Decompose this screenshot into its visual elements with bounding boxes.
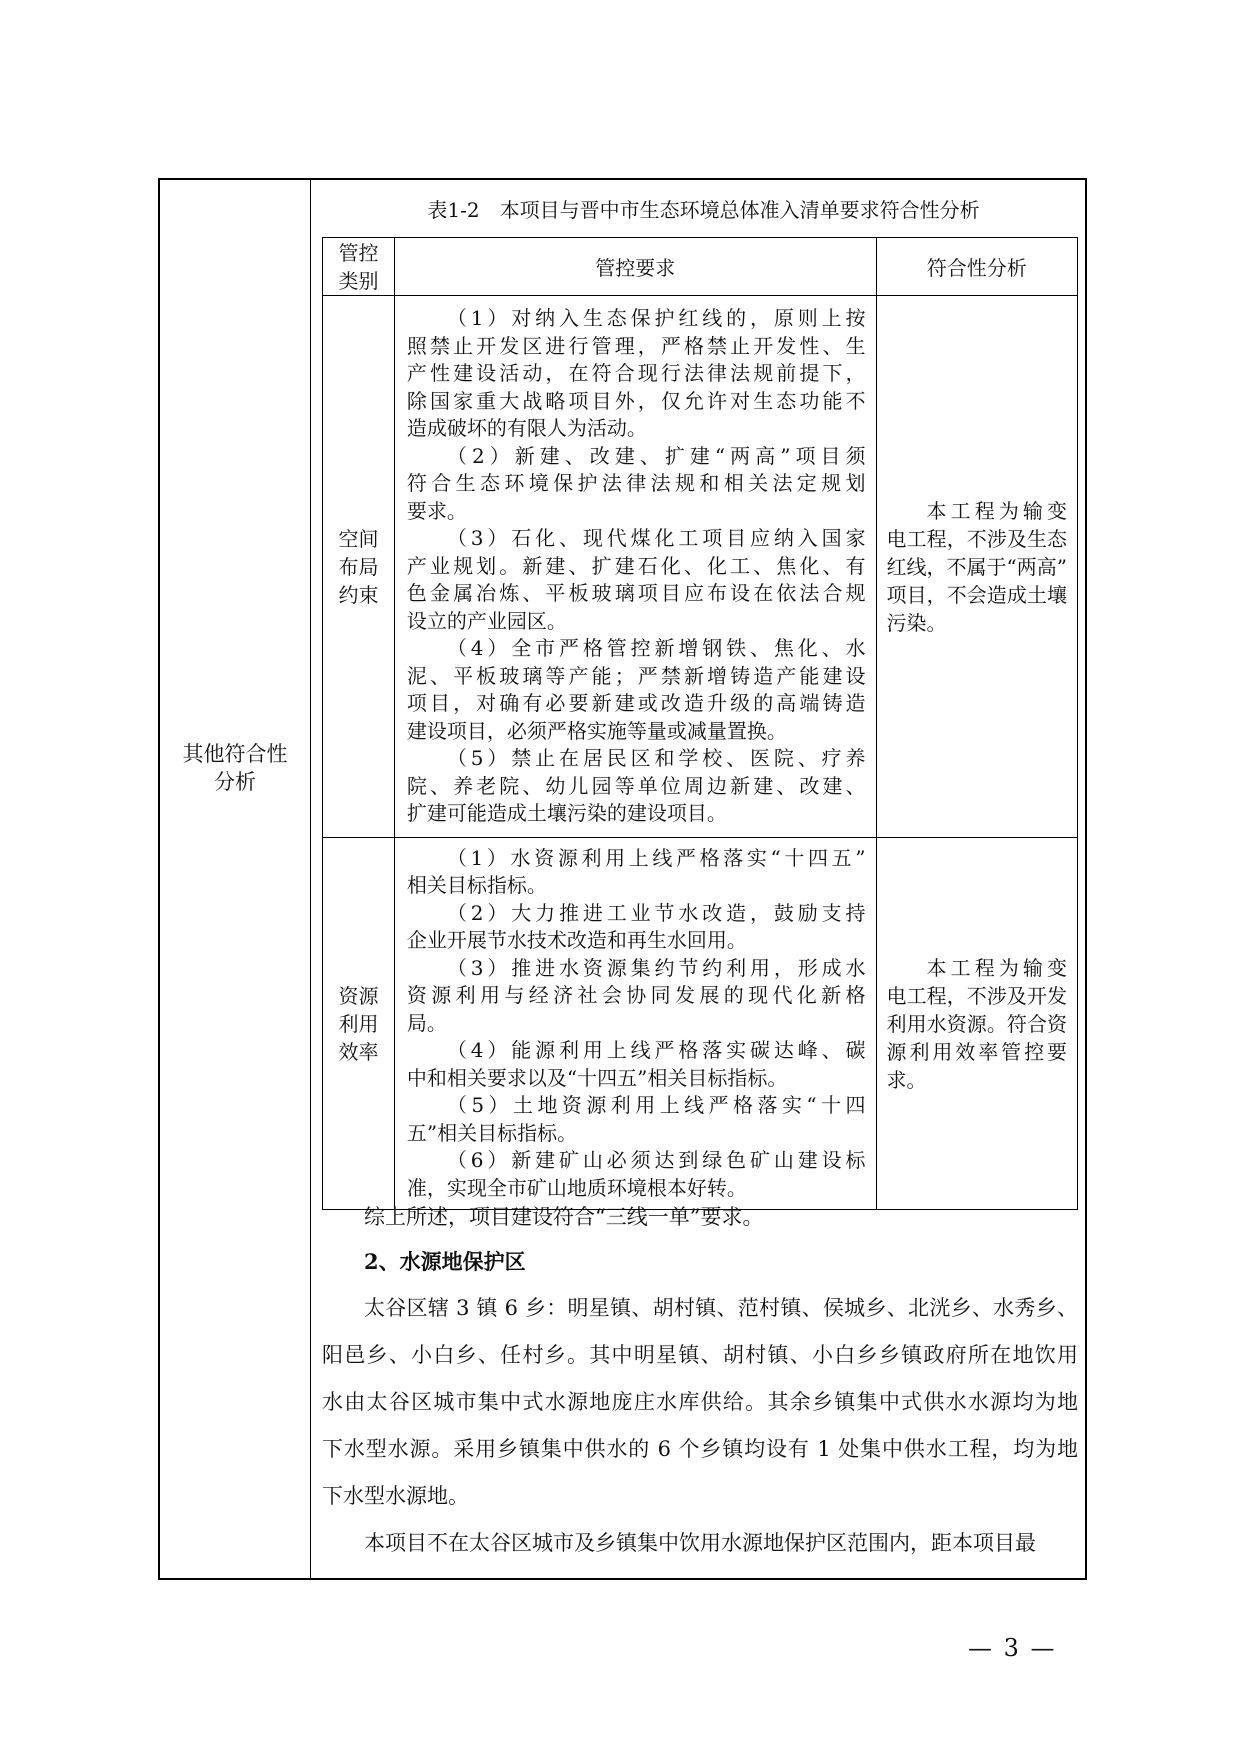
requirement-line: 项目，对确有必要新建或改造升级的高端铸造 bbox=[406, 691, 866, 716]
requirement-line: 除国家重大战略项目外，仅允许对生态功能不 bbox=[406, 388, 866, 413]
outer-table bbox=[158, 178, 1087, 1580]
requirement-line: 要求。 bbox=[406, 498, 467, 523]
paragraph-line: 下水型水源地。 bbox=[322, 1484, 469, 1508]
requirement-line: （5）禁止在居民区和学校、医院、疗养 bbox=[446, 746, 866, 771]
requirement-line: 建设项目，必须严格实施等量或减量置换。 bbox=[406, 718, 787, 743]
analysis-line: 电工程，不涉及生态 bbox=[886, 526, 1067, 551]
analysis-cell bbox=[876, 838, 1077, 1210]
analysis-line: 项目，不会造成土壤 bbox=[886, 582, 1067, 607]
requirement-line: 产业规划。新建、扩建石化、化工、焦化、有 bbox=[406, 553, 866, 578]
requirement-line: （2）新建、改建、扩建“两高”项目须 bbox=[446, 443, 866, 468]
row-label-line: 分析 bbox=[214, 770, 256, 794]
requirement-line: 资源利用与经济社会协同发展的现代化新格 bbox=[406, 983, 866, 1008]
category-text: 布局 bbox=[338, 554, 379, 579]
requirement-line: 色金属冶炼、平板玻璃项目应布设在依法合规 bbox=[406, 581, 866, 606]
requirement-line: 符合生态环境保护法律法规和相关法定规划 bbox=[406, 471, 866, 496]
requirement-line: 照禁止开发区进行管理，严格禁止开发性、生 bbox=[406, 333, 866, 358]
row-label bbox=[160, 740, 310, 796]
requirement-line: 企业开展节水技术改造和再生水回用。 bbox=[406, 928, 747, 953]
table-caption: 表1-2 本项目与晋中市生态环境总体准入清单要求符合性分析 bbox=[427, 198, 980, 222]
summary-text: 综上所述，项目建设符合“三线一单”要求。 bbox=[364, 1205, 764, 1229]
requirement-line: （4）能源利用上线严格落实碳达峰、碳 bbox=[446, 1038, 866, 1063]
body-text bbox=[322, 1202, 1078, 1567]
table-header-row bbox=[323, 238, 1078, 296]
header-analysis: 符合性分析 bbox=[876, 238, 1077, 296]
analysis-line: 电工程，不涉及开发 bbox=[886, 983, 1067, 1008]
analysis-line: 求。 bbox=[886, 1067, 927, 1092]
analysis-line: 本工程为输变 bbox=[926, 498, 1067, 523]
requirement-cell bbox=[394, 838, 876, 1210]
category-text: 资源 bbox=[338, 983, 379, 1008]
table-row bbox=[323, 838, 1078, 1210]
requirement-line: 相关目标指标。 bbox=[406, 873, 547, 898]
row-label-line: 其他符合性 bbox=[182, 742, 288, 766]
requirement-line: 设立的产业园区。 bbox=[406, 608, 567, 633]
requirement-line: （5）土地资源利用上线严格落实“十四 bbox=[446, 1093, 866, 1118]
requirement-line: （3）石化、现代煤化工项目应纳入国家 bbox=[446, 526, 866, 551]
table-row bbox=[323, 296, 1078, 838]
requirement-line: 造成破坏的有限人为活动。 bbox=[406, 416, 647, 441]
category-text: 空间 bbox=[338, 526, 379, 551]
requirement-line: 扩建可能造成土壤污染的建设项目。 bbox=[406, 801, 727, 826]
requirement-line: （3）推进水资源集约节约利用，形成水 bbox=[446, 955, 866, 980]
paragraph bbox=[322, 1520, 1078, 1567]
category-text: 利用 bbox=[338, 1011, 379, 1036]
requirement-line: 局。 bbox=[406, 1010, 447, 1035]
compliance-table bbox=[322, 237, 1078, 1210]
paragraph-line: 下水型水源。采用乡镇集中供水的 6 个乡镇均设有 1 处集中供水工程，均为地 bbox=[322, 1437, 1078, 1461]
requirement-line: 院、养老院、幼儿园等单位周边新建、改建、 bbox=[406, 773, 866, 798]
paragraph-line: 太谷区辖 3 镇 6 乡：明星镇、胡村镇、范村镇、侯城乡、北洸乡、水秀乡、 bbox=[364, 1296, 1078, 1320]
column-divider bbox=[310, 180, 311, 1578]
category-text: 约束 bbox=[338, 582, 379, 607]
paragraph-line: 阳邑乡、小白乡、任村乡。其中明星镇、胡村镇、小白乡乡镇政府所在地饮用 bbox=[322, 1343, 1078, 1367]
category-text: 效率 bbox=[338, 1039, 379, 1064]
requirement-line: 产性建设活动，在符合现行法律法规前提下， bbox=[406, 361, 866, 386]
paragraph-line: 本项目不在太谷区城市及乡镇集中饮用水源地保护区范围内，距本项目最 bbox=[364, 1531, 1036, 1555]
requirement-line: 准，实现全市矿山地质环境根本好转。 bbox=[406, 1175, 747, 1200]
analysis-line: 红线，不属于“两高” bbox=[886, 554, 1067, 579]
requirement-line: （1）对纳入生态保护红线的，原则上按 bbox=[446, 306, 866, 331]
requirement-line: 中和相关要求以及“十四五”相关目标指标。 bbox=[406, 1065, 788, 1090]
requirement-line: （1）水资源利用上线严格落实“十四五” bbox=[446, 845, 866, 870]
category-cell bbox=[323, 838, 395, 1210]
header-requirement: 管控要求 bbox=[394, 238, 876, 296]
analysis-line: 源利用效率管控要 bbox=[886, 1039, 1067, 1064]
requirement-cell bbox=[394, 296, 876, 838]
paragraph bbox=[322, 1285, 1078, 1520]
section-heading: 2、水源地保护区 bbox=[364, 1249, 526, 1274]
category-cell bbox=[323, 296, 395, 838]
requirement-line: （4）全市严格管控新增钢铁、焦化、水 bbox=[446, 636, 866, 661]
analysis-line: 利用水资源。符合资 bbox=[886, 1011, 1067, 1036]
analysis-line: 本工程为输变 bbox=[926, 955, 1067, 980]
requirement-line: 五”相关目标指标。 bbox=[406, 1120, 578, 1145]
page-number: — 3 — bbox=[968, 1634, 1057, 1662]
requirement-line: （6）新建矿山必须达到绿色矿山建设标 bbox=[446, 1148, 866, 1173]
paragraph-line: 水由太谷区城市集中式水源地庞庄水库供给。其余乡镇集中式供水水源均为地 bbox=[322, 1390, 1078, 1414]
analysis-cell bbox=[876, 296, 1077, 838]
requirement-line: 泥、平板玻璃等产能；严禁新增铸造产能建设 bbox=[406, 663, 866, 688]
analysis-line: 污染。 bbox=[886, 610, 947, 635]
header-category: 管控 类别 bbox=[323, 238, 395, 296]
requirement-line: （2）大力推进工业节水改造，鼓励支持 bbox=[446, 900, 866, 925]
